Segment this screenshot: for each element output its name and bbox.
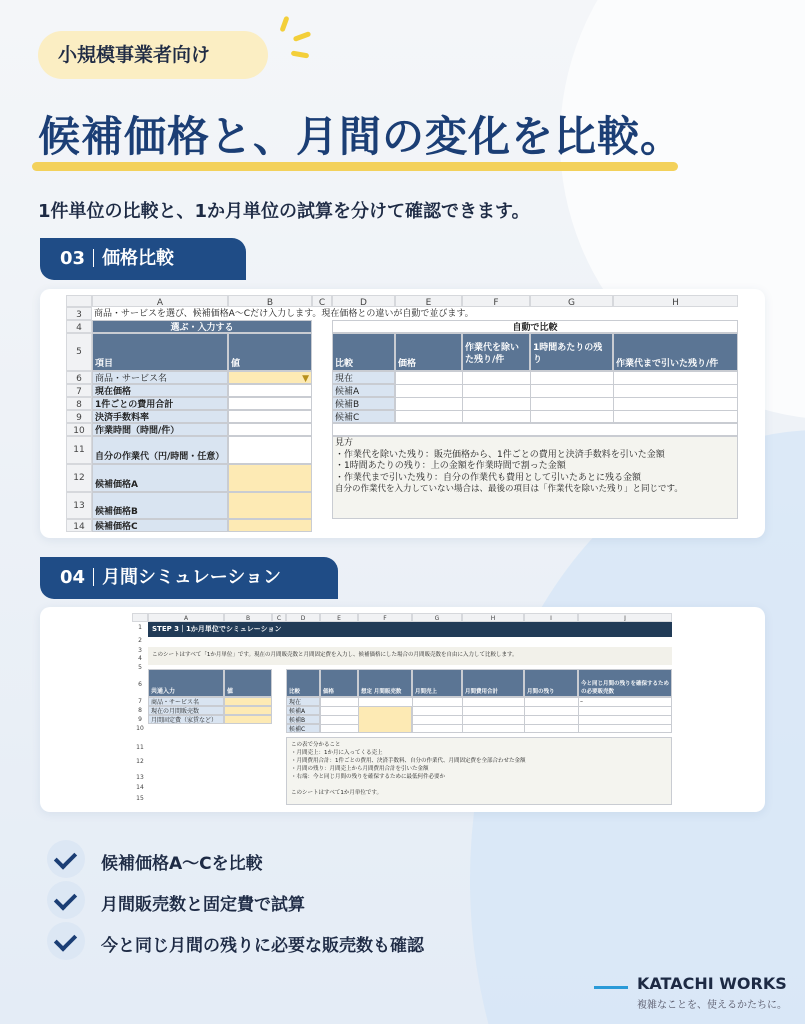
row-header: 9 [138, 716, 142, 723]
guide-box [332, 436, 738, 519]
input-label: 候補価格C [92, 519, 228, 532]
compare-header: 作業代を除いた残り/件 [462, 333, 530, 371]
sparkle-decoration [291, 50, 310, 58]
common-input-header [148, 669, 224, 697]
guide-line: ・月間売上：1か月に入ってくる売上 [291, 750, 383, 756]
blank-row [332, 423, 738, 436]
row-header: 12 [66, 464, 92, 492]
col-header: G [412, 613, 462, 622]
row-header: 7 [66, 384, 92, 397]
col-header: C [272, 613, 286, 622]
corner-cell [66, 295, 92, 307]
row-header: 8 [66, 397, 92, 410]
input-label: 1件ごとの費用合計 [92, 397, 228, 410]
compare-row-label: 現在 [286, 697, 320, 706]
brand-accent-line [594, 986, 628, 989]
sheet-monthly-sim [40, 607, 765, 812]
input-label: 決済手数料率 [92, 410, 228, 423]
compare-header: 比較 [286, 669, 320, 697]
row-header: 5 [66, 333, 92, 371]
input-cell[interactable] [228, 384, 312, 397]
row-header: 10 [136, 725, 144, 732]
price-compare-sheet-card [40, 289, 765, 538]
sheet-price-compare [40, 289, 765, 538]
compare-header: 1時間あたりの残り [530, 333, 613, 371]
row-header: 3 [138, 647, 142, 654]
col-header: A [148, 613, 224, 622]
col-header: D [286, 613, 320, 622]
col-header: E [395, 295, 462, 307]
col-header: C [312, 295, 332, 307]
row-header: 4 [138, 655, 142, 662]
guide-line: ・1時間あたりの残り：上の金額を作業時間で割った金額 [335, 461, 566, 471]
input-cell[interactable] [228, 410, 312, 423]
guide-line: ・作業代まで引いた残り：自分の作業代も費用として引いたあとに残る金額 [335, 472, 642, 483]
compare-row-label: 候補A [332, 384, 395, 397]
guide-line: この表で分かること [291, 742, 341, 748]
input-cell[interactable] [224, 697, 272, 706]
value-column-header: 値 [228, 333, 312, 371]
section-number: 03 [60, 248, 86, 269]
sheet-note: 商品・サービスを選び、候補価格A〜Cだけ入力します。現在価格との違いが自動で並びます。 [94, 309, 474, 319]
section-header-monthly-sim [40, 557, 338, 599]
col-header: E [320, 613, 358, 622]
sparkle-decoration [279, 16, 289, 33]
feature-item: 月間販売数と固定費で試算 [101, 895, 305, 915]
row-header: 3 [66, 307, 92, 320]
section-header-price-compare [40, 238, 246, 280]
col-header: B [224, 613, 272, 622]
input-label: 月間固定費（家賃など） [148, 715, 224, 724]
col-header: H [613, 295, 738, 307]
section-number: 04 [60, 567, 86, 588]
input-cell[interactable] [224, 706, 272, 715]
row-header: 11 [66, 436, 92, 464]
compare-header: 価格 [320, 669, 358, 697]
section-label: 月間シミュレーション [102, 567, 281, 588]
col-header: H [462, 613, 524, 622]
section-divider [93, 568, 94, 586]
input-label: 現在価格 [92, 384, 228, 397]
candidate-a-input[interactable] [228, 464, 312, 492]
compare-header: 想定 月間販売数 [358, 669, 412, 697]
row-header: 6 [66, 371, 92, 384]
value-header: 値 [224, 669, 272, 697]
brand-name: KATACHI WORKS [637, 974, 787, 993]
compare-row-label: 候補C [286, 724, 320, 733]
guide-line: ・月間の残り：月間売上から月間費用合計を引いた金額 [291, 766, 429, 772]
input-label: 商品・サービス名 [92, 371, 228, 384]
guide-box [286, 737, 672, 805]
candidate-c-input[interactable] [228, 519, 312, 532]
section-divider [93, 249, 94, 267]
col-header: G [530, 295, 613, 307]
common-input-label: 共通入力 [151, 688, 176, 695]
row-header: 1 [138, 624, 142, 631]
guide-line: このシートはすべて1か月単位です。 [291, 790, 382, 796]
col-header: F [358, 613, 412, 622]
brand-tagline: 複雑なことを、使えるかたちに。 [637, 1000, 787, 1011]
row-header: 7 [138, 698, 142, 705]
monthly-sim-sheet-card [40, 607, 765, 812]
feature-item: 今と同じ月間の残りに必要な販売数も確認 [101, 936, 424, 956]
col-header: A [92, 295, 228, 307]
row-header: 4 [66, 320, 92, 333]
check-icon [47, 922, 85, 960]
input-cell[interactable] [228, 397, 312, 410]
guide-line: ・月間費用合計：1件ごとの費用、決済手数料、自分の作業代、月間固定費を全部合わせた金額 [291, 758, 526, 764]
compare-header: 比較 [332, 333, 395, 371]
compare-row-label: 候補C [332, 410, 395, 423]
compare-row-label: 候補B [332, 397, 395, 410]
page-subtitle: 1件単位の比較と、1か月単位の試算を分けて確認できます。 [38, 201, 530, 222]
compare-header: 価格 [395, 333, 462, 371]
guide-line: 自分の作業代を入力していない場合は、最後の項目は「作業代を除いた残り」と同じです。 [335, 484, 683, 494]
row-header: 9 [66, 410, 92, 423]
row-header: 13 [66, 492, 92, 519]
check-icon [47, 840, 85, 878]
page-title: 候補価格と、月間の変化を比較。 [38, 112, 684, 161]
input-label: 候補価格A [92, 464, 228, 492]
col-header: J [578, 613, 672, 622]
title-underline [32, 162, 678, 171]
row-header: 10 [66, 423, 92, 436]
row-header: 11 [136, 744, 144, 751]
input-label: 商品・サービス名 [148, 697, 224, 706]
compare-row-label: 候補B [286, 715, 320, 724]
compare-row-label: 候補A [286, 706, 320, 715]
row-header: 5 [138, 664, 142, 671]
product-select-dropdown[interactable]: ▼ [228, 371, 312, 384]
col-header: I [524, 613, 578, 622]
guide-line: ・右端：今と同じ月間の残りを確保するために最低何件必要か [291, 774, 446, 780]
compare-header: 月間の残り [524, 669, 578, 697]
row-header: 15 [136, 795, 144, 802]
audience-badge: 小規模事業者向け [38, 31, 268, 79]
row-header: 8 [138, 707, 142, 714]
guide-title: 見方 [335, 438, 354, 448]
compare-header: 今と同じ月間の残りを確保するための必要販売数 [578, 669, 672, 697]
row-header: 12 [136, 758, 144, 765]
item-column-header: 項目 [92, 333, 228, 371]
sheet-note: このシートはすべて「1か月単位」です。現在の月間販売数と月間固定費を入力し、候補価格にした場合の月間販売数を自由に入力して比較します。 [148, 647, 672, 665]
compare-header: 月間売上 [412, 669, 462, 697]
step-banner: STEP 3｜1か月単位でシミュレーション [148, 622, 672, 637]
compare-result-grid [395, 371, 738, 423]
dash-value: – [580, 698, 583, 705]
input-label: 自分の作業代（円/時間・任意） [92, 436, 228, 464]
sparkle-decoration [293, 31, 312, 42]
row-header: 6 [138, 681, 142, 688]
guide-line [291, 781, 667, 789]
row-header: 13 [136, 774, 144, 781]
row-header: 14 [66, 519, 92, 532]
input-label: 現在の月間販売数 [148, 706, 224, 715]
candidate-b-input[interactable] [228, 492, 312, 519]
input-cell[interactable] [228, 436, 312, 464]
input-label: 作業時間（時間/件） [92, 423, 228, 436]
compare-row-label: 現在 [332, 371, 395, 384]
row-header: 2 [138, 637, 142, 644]
check-icon [47, 881, 85, 919]
input-label: 候補価格B [92, 492, 228, 519]
row-header: 14 [136, 784, 144, 791]
corner-cell [132, 613, 148, 622]
compare-header: 作業代まで引いた残り/件 [613, 333, 738, 371]
col-header: D [332, 295, 395, 307]
input-cell[interactable] [228, 423, 312, 436]
guide-line: ・作業代を除いた残り：販売価格から、1件ごとの費用と決済手数料を引いた金額 [335, 449, 665, 460]
compare-header: 月間費用合計 [462, 669, 524, 697]
feature-item: 候補価格A〜Cを比較 [101, 854, 263, 874]
input-section-header: 選ぶ・入力する [92, 320, 312, 333]
col-header: B [228, 295, 312, 307]
input-cell[interactable] [224, 715, 272, 724]
section-label: 価格比較 [102, 248, 175, 269]
sales-count-inputs[interactable] [358, 706, 412, 733]
auto-section-header: 自動で比較 [332, 320, 738, 333]
col-header: F [462, 295, 530, 307]
